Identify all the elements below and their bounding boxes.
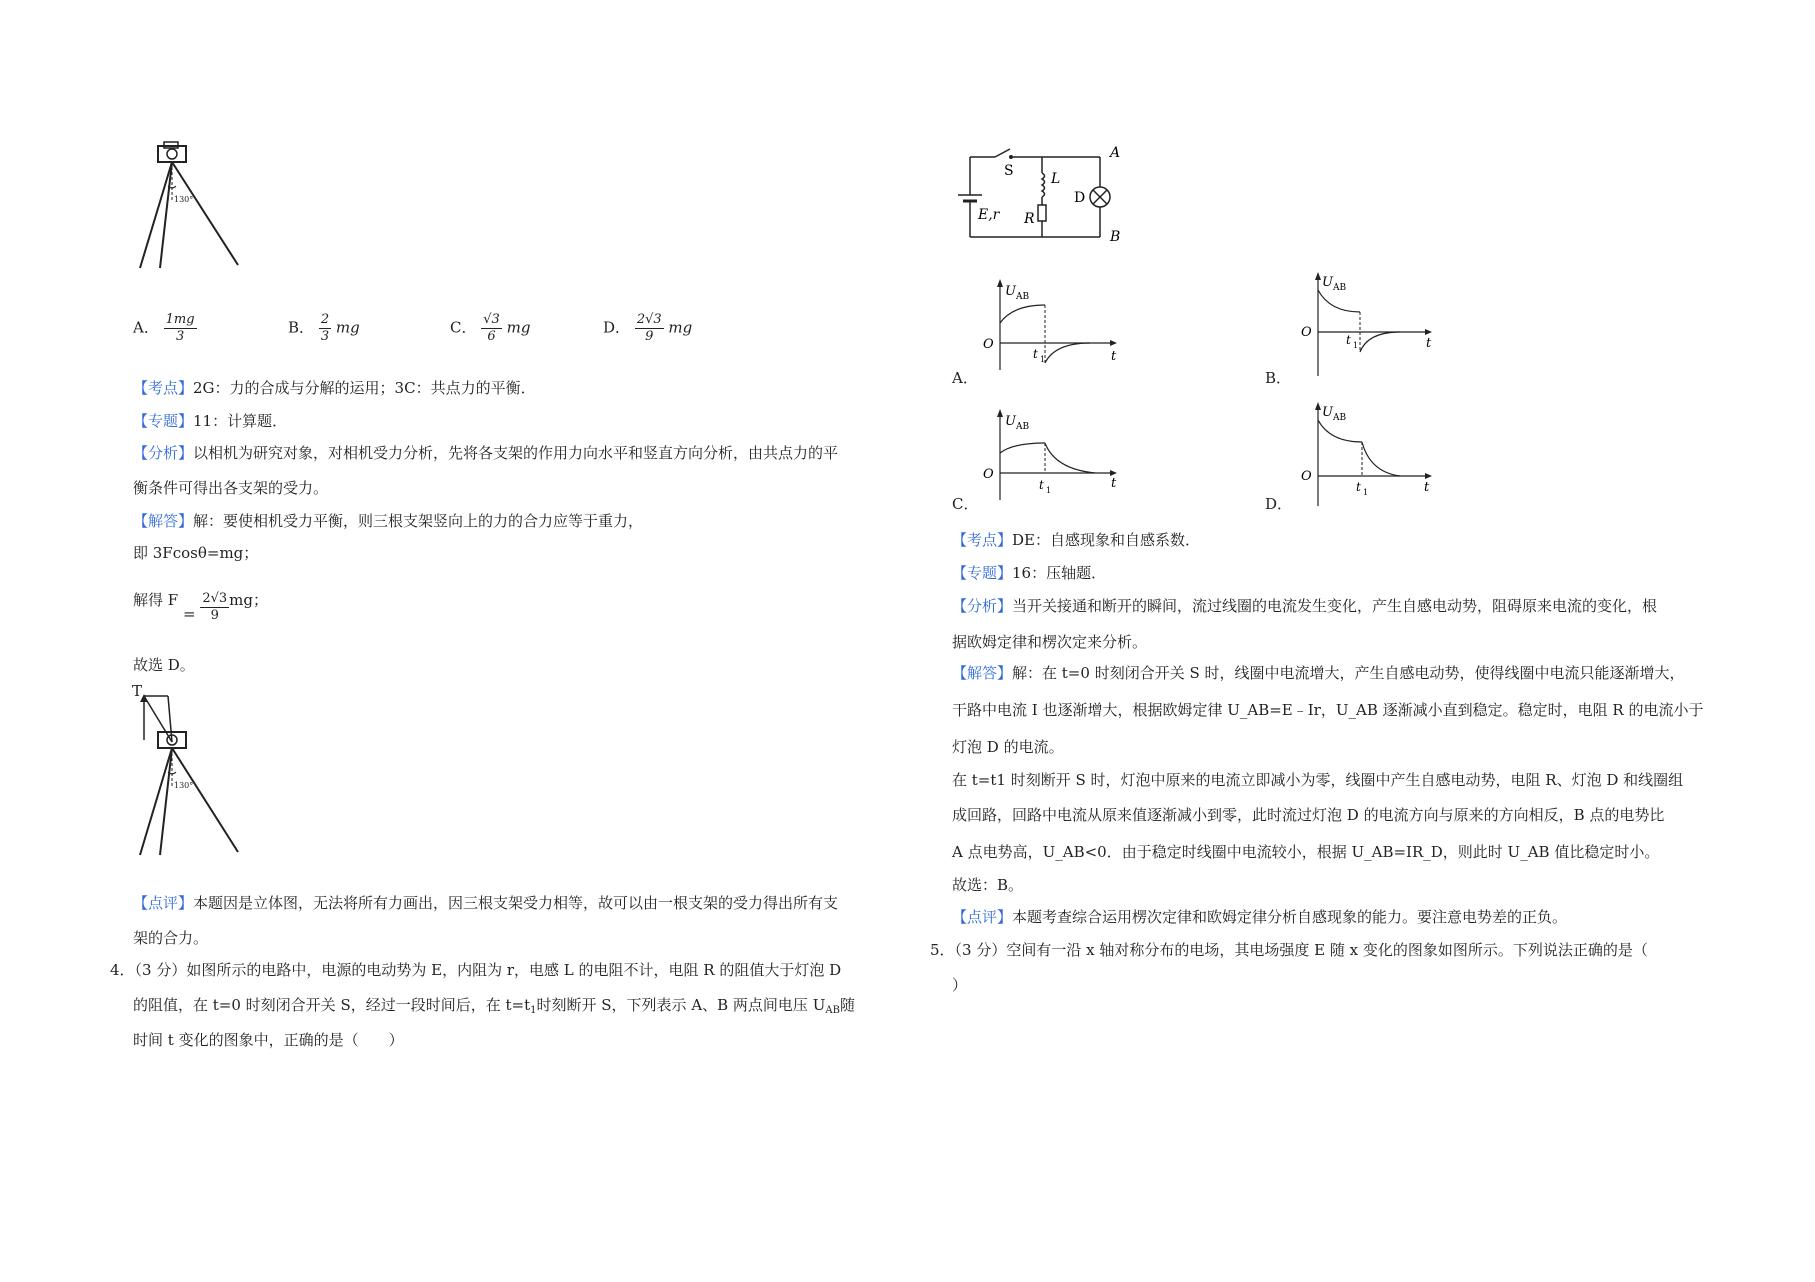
zhuanti-row: 【专题】11：计算题．	[133, 412, 288, 430]
angle-label-2: 130°	[174, 781, 194, 790]
right-jieda-row-2: 干路中电流 I 也逐渐增大，根据欧姆定律 U_AB=E﹣Ir，U_AB 逐渐减小直到稳定。稳定时，电阻 R 的电流小于	[952, 701, 1704, 719]
tripod-camera-figure	[128, 140, 248, 275]
svg-text:t: t	[1111, 349, 1117, 364]
svg-text:O: O	[983, 337, 994, 352]
graph-b	[1300, 268, 1470, 378]
right-jieda-row-7: 故选：B。	[952, 876, 1024, 894]
svg-text:AB: AB	[1016, 422, 1030, 432]
fenxi-row: 【分析】以相机为研究对象，对相机受力分析，先将各支架的作用力向水平和竖直方向分析，由共点力的平	[133, 444, 839, 462]
graph-b-label: B．	[1265, 369, 1292, 387]
option-d: D． $\frac{2√3}{9}$ mg	[603, 312, 693, 344]
right-kaodian-row: 【考点】DE：自感现象和自感系数．	[952, 531, 1200, 549]
right-zhuanti-row: 【专题】16：压轴题．	[952, 564, 1107, 582]
switch-label: S	[1004, 163, 1014, 179]
svg-text:U: U	[1322, 275, 1333, 290]
question-4-line-1: 4．（3 分）如图所示的电路中，电源的电动势为 E，内阻为 r，电感 L 的电阻不计，电阻 R 的阻值大于灯泡 D	[110, 961, 842, 979]
svg-text:O: O	[1301, 325, 1312, 340]
right-dianping-row: 【点评】本题考查综合运用楞次定律和欧姆定律分析自感现象的能力。要注意电势差的正负。	[952, 908, 1568, 926]
svg-text:t: t	[1424, 480, 1430, 495]
kaodian-row: 【考点】2G：力的合成与分解的运用；3C：共点力的平衡．	[133, 379, 536, 397]
question-4-line-2: 的阻值，在 t=0 时刻闭合开关 S，经过一段时间后，在 $t=t_1$时刻断开 S，下列表示 A、B 两点间电压 $U_{AB}$随	[133, 996, 855, 1016]
right-jieda-row-6: A 点电势高，U_AB<0．由于稳定时线圈中电流较小，根据 U_AB=IR_D，则此时 U_AB 值比稳定时小。	[952, 843, 1660, 861]
inductor-label: L	[1051, 171, 1061, 187]
svg-text:t: t	[1356, 480, 1361, 494]
resistor-label: R	[1024, 211, 1035, 227]
graph-c-label: C．	[952, 495, 979, 513]
question-5-line-1: 5．（3 分）空间有一沿 x 轴对称分布的电场，其电场强度 E 随 x 变化的图象如图所示。下列说法正确的是（	[930, 941, 1648, 959]
svg-text:1: 1	[1040, 355, 1046, 364]
svg-text:AB: AB	[1333, 413, 1347, 423]
right-fenxi-row-2: 据欧姆定律和楞次定来分析。	[952, 633, 1148, 651]
option-c: C． $\frac{√3}{6}$ mg	[450, 312, 531, 344]
svg-text:t: t	[1111, 476, 1117, 491]
svg-text:AB: AB	[1333, 283, 1347, 293]
point-a-label: A	[1110, 145, 1121, 161]
svg-text:1: 1	[1363, 488, 1369, 497]
angle-label: 130°	[174, 195, 194, 204]
dianping-row-2: 架的合力。	[133, 929, 209, 947]
fenxi-row-2: 衡条件可得出各支架的受力。	[133, 479, 329, 497]
svg-text:O: O	[1301, 469, 1312, 484]
graph-a-label: A．	[952, 369, 978, 387]
right-jieda-row-3: 灯泡 D 的电流。	[952, 738, 1064, 756]
point-b-label: B	[1110, 229, 1121, 245]
svg-text:1: 1	[1046, 486, 1052, 495]
svg-text:AB: AB	[1016, 292, 1030, 302]
svg-text:U: U	[1005, 414, 1016, 429]
svg-text:t: t	[1346, 333, 1351, 347]
option-a: A． $\frac{1mg}{3}$	[133, 312, 195, 344]
graph-a	[955, 275, 1125, 375]
svg-text:t: t	[1039, 478, 1044, 492]
question-5-line-2: ）	[952, 976, 968, 994]
right-fenxi-row: 【分析】当开关接通和断开的瞬间，流过线圈的电流发生变化，产生自感电动势，阻碍原来电流的变化，根	[952, 597, 1658, 615]
force-label: T	[132, 682, 143, 700]
tripod-force-figure	[128, 690, 248, 860]
graph-d	[1300, 398, 1470, 508]
option-b: B． $\frac{2}{3}$ mg	[288, 312, 360, 344]
dianping-row: 【点评】本题因是立体图，无法将所有力画出，因三根支架受力相等，故可以由一根支架的受力得出所有支	[133, 894, 839, 912]
right-jieda-row-4: 在 t=t1 时刻断开 S 时，灯泡中原来的电流立即减小为零，线圈中产生自感电动势，电阻 R、灯泡 D 和线圈组	[952, 771, 1684, 789]
jieda-row-4: 故选 D。	[133, 656, 195, 674]
question-4-line-3: 时间 t 变化的图象中，正确的是（ ）	[133, 1031, 404, 1049]
lamp-label: D	[1074, 190, 1086, 206]
graph-c	[955, 405, 1125, 505]
jieda-row-2: 即 3Fcosθ=mg；	[133, 544, 259, 562]
source-label: E,r	[978, 207, 1000, 223]
svg-text:t: t	[1426, 336, 1432, 351]
svg-text:t: t	[1033, 347, 1038, 361]
svg-text:U: U	[1005, 284, 1016, 299]
svg-text:1: 1	[1353, 341, 1359, 350]
svg-text:O: O	[983, 467, 994, 482]
right-jieda-row-5: 成回路，回路中电流从原来值逐渐减小到零，此时流过灯泡 D 的电流方向与原来的方向相反，B 点的电势比	[952, 806, 1665, 824]
right-jieda-row: 【解答】解：在 t=0 时刻闭合开关 S 时，线圈中电流增大，产生自感电动势，使得线圈中电流只能逐渐增大，	[952, 664, 1685, 682]
svg-text:U: U	[1322, 405, 1333, 420]
graph-d-label: D．	[1265, 495, 1293, 513]
jieda-row: 【解答】解：要使相机受力平衡，则三根支架竖向上的力的合力应等于重力，	[133, 512, 644, 530]
jieda-row-3: 解得 F = $\frac{2√3}{9}$ mg；	[133, 591, 268, 623]
circuit-diagram	[950, 145, 1130, 245]
